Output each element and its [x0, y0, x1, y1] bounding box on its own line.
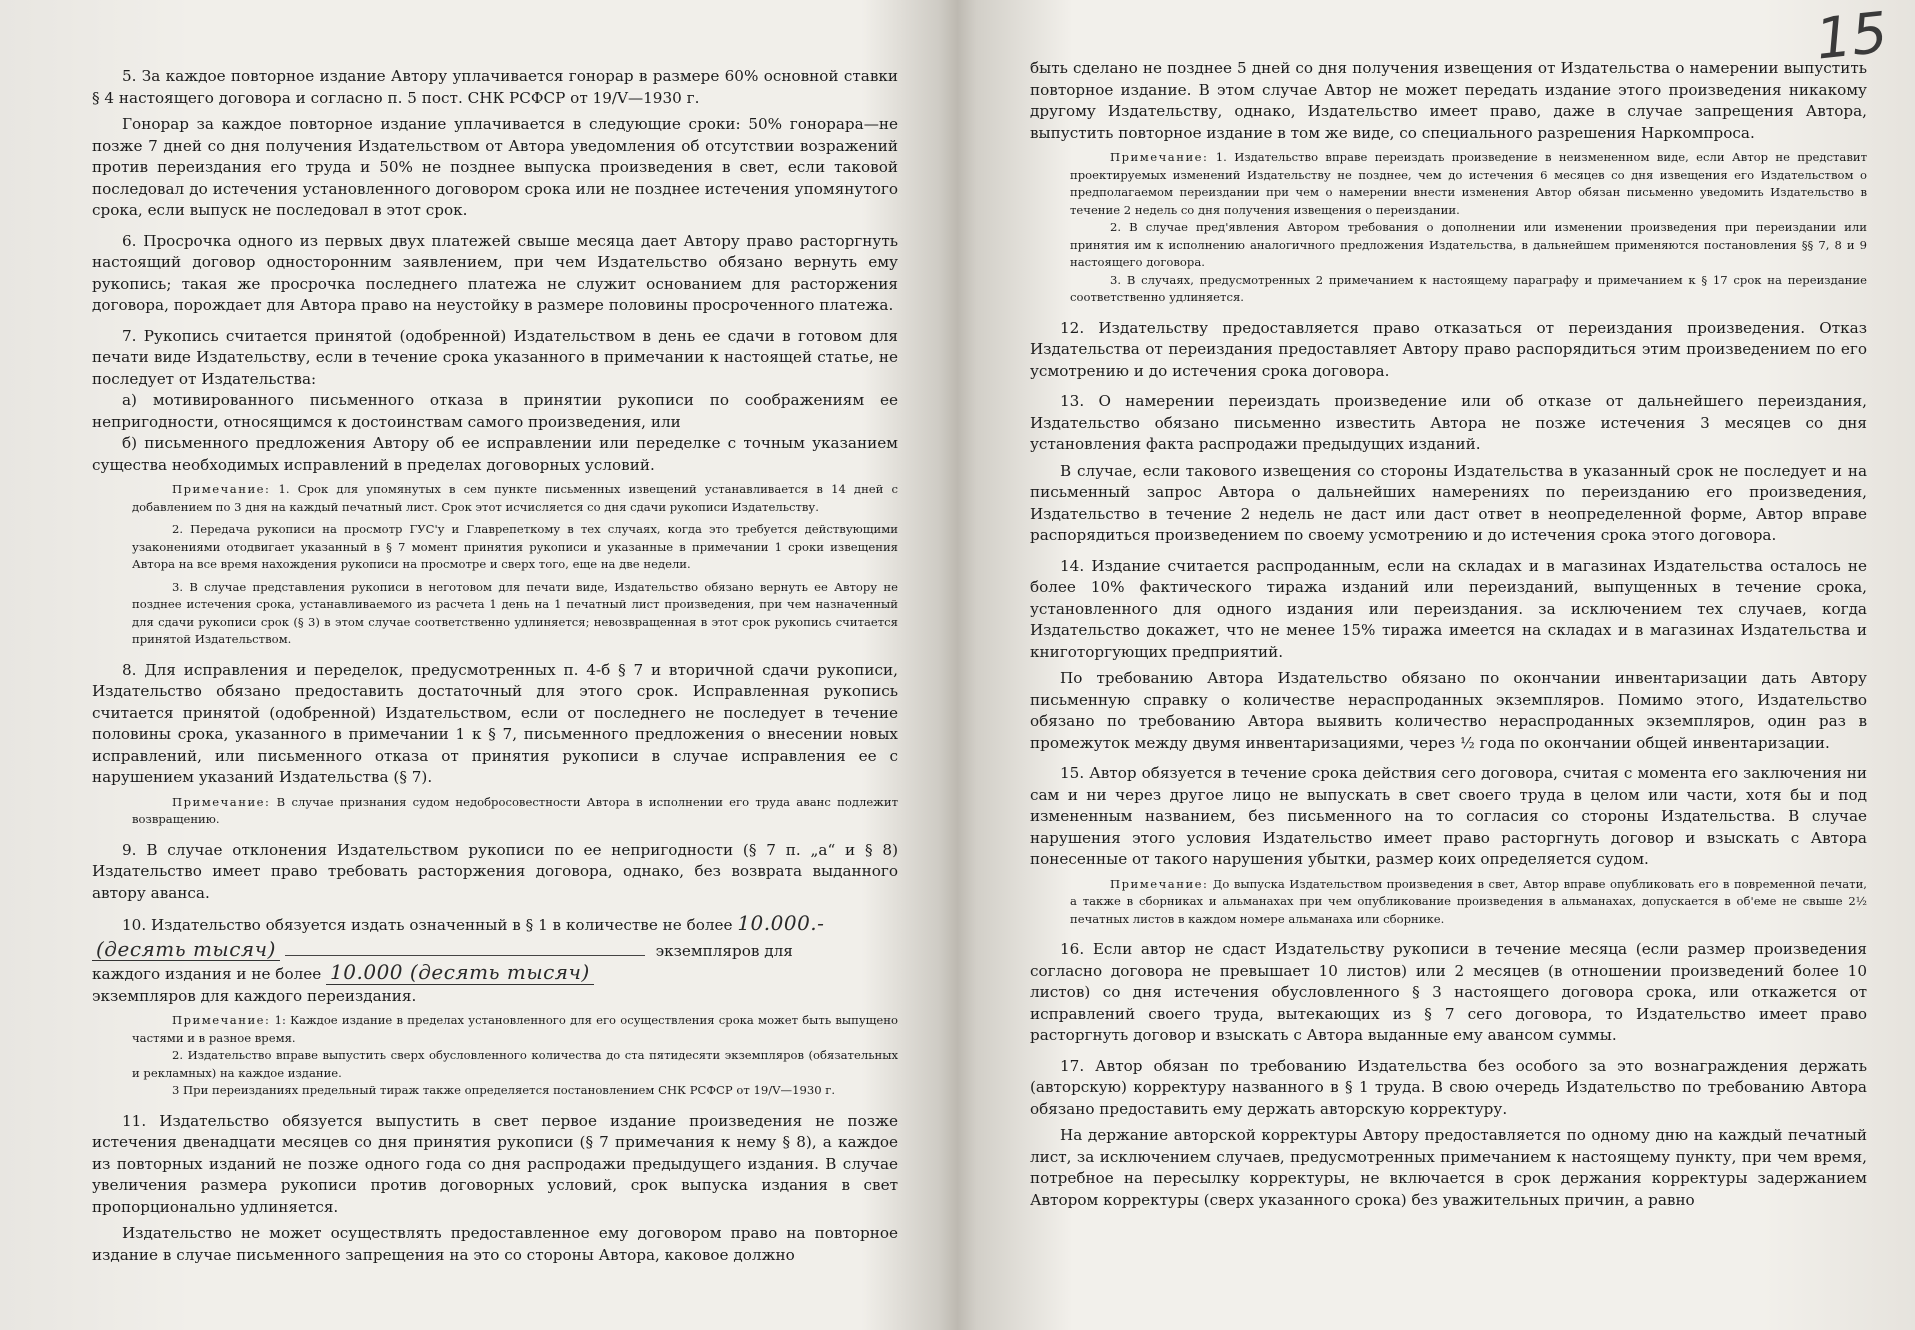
handwritten-quantity-2: 10.000 (десять тысяч)	[326, 962, 594, 985]
note-label: Примечание:	[172, 794, 271, 809]
note-text: До выпуска Издательством произведения в свет, Автор вправе опубликовать его в повременной печати, а также в сборниках и альманахах при чем опубликование произведения в альманахах, допускается в об'еме не свыше 2½ печатных листов в каждом номере альманаха или сборнике.	[1070, 876, 1867, 926]
clause-6: 6. Просрочка одного из первых двух платежей свыше месяца дает Автору право расторгнуть настоящий договор односторонним заявлением, при чем Издательство обязано вернуть ему рукопись; такая же просрочка последнего платежа не служит основанием для расторжения договора, порождает для Автора право на неустойку в размере половины просроченного платежа.	[92, 231, 898, 314]
right-page	[965, 0, 1915, 1330]
clause-11-note-1	[1070, 149, 1867, 219]
clause-15: 15. Автор обязуется в течение срока действия сего договора, считая с момента его заключения ни сам и ни через другое лицо не выпускать в свет своего труда в целом или части, хотя бы и под измененным названием, без письменного на то согласия со стороны Издательства. В случае нарушения этого условия Издательство имеет право расторгнуть договор и взыскать с Автора понесенные от такого нарушения убытки, размер коих определяется судом.	[1030, 764, 1867, 868]
clause-12: 12. Издательству предоставляется право отказаться от переиздания произведения. Отказ Издательства от переиздания предоставляет Автору право распорядиться этим произведением по его усмотрению и до истечения срока договора.	[1030, 318, 1867, 380]
clause-7-note-1	[132, 481, 898, 516]
clause-13: 13. О намерении переиздать произведение или об отказе от дальнейшего переиздания, Издательство обязано письменно известить Автора не позже истечения 3 месяцев со дня установления факта распродажи предыдущих изданий.	[1030, 392, 1867, 453]
clause-10-text-2: экземпляров для	[655, 941, 793, 960]
left-page	[0, 0, 950, 1330]
note-label: Примечание:	[172, 482, 271, 496]
clause-10-note-1	[132, 1012, 898, 1047]
clause-11-note-2: 2. В случае пред'явления Автором требования о дополнении или изменении произведения при переиздании или принятия им к исполнению аналогичного предложения Издательства, в дальнейшем применяются постановления §§ 7, 8 и 9 настоящего договора.	[1070, 220, 1867, 269]
clause-10	[92, 913, 898, 937]
note-text: В случае признания судом недобросовестности Автора в исполнении его труда аванс подлежит возвращению.	[132, 794, 898, 826]
note-text: 1. Издательство вправе переиздать произведение в неизмененном виде, если Автор не представит проектируемых изменений Издательству не позднее, чем до истечения 6 месяцев со дня извещения его Издательством о предполагаемом переиздании при чем о намерении внести изменения Автор обязан письменно уведомить Издательство в течение 2 недель со дня получения извещения о переиздании.	[1070, 150, 1867, 217]
clause-11-note-3: 3. В случаях, предусмотренных 2 примечанием к настоящему параграфу и примечанием к § 17 срок на переиздание соответственно удлиняется.	[1070, 272, 1867, 304]
note-label: Примечание:	[1110, 150, 1209, 164]
clause-17: 17. Автор обязан по требованию Издательства без особого за это вознаграждения держать (авторскую) корректуру названного в § 1 труда. В свою очередь Издательство по требованию Автора обязано предоставить ему держать авторскую корректуру.	[1030, 1056, 1867, 1118]
clause-10-note-2: 2. Издательство вправе выпустить сверх обусловленного количества до ста пятидесяти экземпляров (обязательных и рекламных) на каждое издание.	[132, 1048, 898, 1080]
clause-10-text-3: каждого издания и не более	[92, 965, 322, 983]
handwritten-page-number: 15	[1812, 0, 1891, 73]
note-text: 1. Срок для упомянутых в сем пункте письменных извещений устанавливается в 14 дней с добавлением по 3 дня на каждый печатный лист. Срок этот исчисляется со дня сдачи рукописи Издательству.	[132, 482, 898, 514]
clause-7: 7. Рукопись считается принятой (одобренной) Издательством в день ее сдачи в готовом для печати виде Издательству, если в течение срока указанного в примечании к настоящей статье, не последует от Издательства:	[92, 326, 898, 388]
clause-14: 14. Издание считается распроданным, если на складах и в магазинах Издательства осталось не более 10% фактического тиража изданий или переизданий, выпущенных в течение срока, установленного для одного издания или переиздания. за исключением тех случаев, когда Издательство докажет, что не менее 15% тиража имеется на складах и в магазинах Издательства и книготоргующих предприятий.	[1030, 556, 1867, 661]
clause-10-text: 10. Издательство обязуется издать означенный в § 1 в количестве не более	[122, 916, 733, 934]
clause-10-line-3	[92, 962, 898, 986]
clause-11-end: быть сделано не позднее 5 дней со дня получения извещения от Издательства о намерении выпустить повторное издание. В этом случае Автор не может передать издание этого произведения никакому другому Издательству, однако, Издательство имеет право, даже в случае запрещения Автора, выпустить повторное издание в том же виде, со специального разрешения Наркомпроса.	[1030, 59, 1867, 142]
clause-15-note	[1070, 876, 1867, 929]
clause-8: 8. Для исправления и переделок, предусмотренных п. 4-б § 7 и вторичной сдачи рукописи, Издательство обязано предоставить достаточный для этого срок. Исправленная рукопись считается принятой (одобренной) Издательством, если от последнего не последует в течение половины срока, указанного в примечании 1 к § 7, письменного предложения о внесении новых исправлений, или письменного отказа от принятия рукописи в случае исправления ее с нарушением указаний Издательства (§ 7).	[92, 660, 898, 786]
clause-7-item-a: а) мотивированного письменного отказа в принятии рукописи по соображениям ее непригодности, относящимся к достоинствам самого произведения, или	[92, 391, 898, 431]
handwritten-quantity-1: 10.000.-	[737, 911, 825, 935]
clause-11: 11. Издательство обязуется выпустить в свет первое издание произведения не позже истечения двенадцати месяцев со дня принятия рукописи (§ 7 примечания к нему § 8), а каждое из повторных изданий не позже одного года со дня распродажи предыдущего издания. В случае увеличения размера рукописи против договорных условий, срок выпуска издания в свет пропорционально удлиняется.	[92, 1111, 898, 1216]
clause-8-note	[132, 794, 898, 829]
fill-line	[285, 955, 645, 956]
clause-7-note-2: 2. Передача рукописи на просмотр ГУС'у и Главрепеткому в тех случаях, когда это требуется действующими узаконениями отодвигает указанный в § 7 момент принятия рукописи и указанные в примечании 1 сроки извещения Автора на все время нахождения рукописи на просмотре и сверх того, еще на две недели.	[132, 522, 898, 571]
clause-10-line-2	[92, 936, 898, 963]
clause-5: 5. За каждое повторное издание Автору уплачивается гонорар в размере 60% основной ставки § 4 настоящего договора и согласно п. 5 пост. СНК РСФСР от 19/V—1930 г.	[92, 67, 898, 107]
clause-13-continued: В случае, если такового извещения со стороны Издательства в указанный срок не последует и на письменный запрос Автора о дальнейших намерениях по переизданию его произведения, Издательство в течение 2 недель не даст или даст ответ в неопределенной форме, Автор вправе распорядиться произведением по своему усмотрению и до истечения срока этого договора.	[1030, 461, 1867, 544]
note-label: Примечание:	[1110, 876, 1209, 891]
clause-7-item-b: б) письменного предложения Автору об ее исправлении или переделке с точным указанием существа необходимых исправлений в пределах договорных условий.	[92, 434, 898, 474]
clause-14-continued: По требованию Автора Издательство обязано по окончании инвентаризации дать Автору письменную справку о количестве нераспроданных экземпляров. Помимо этого, Издательство обязано по требованию Автора выявить количество нераспроданных экземпляров, один раз в промежуток между двумя инвентаризациями, через ½ года по окончании общей инвентаризации.	[1030, 669, 1867, 752]
clause-9: 9. В случае отклонения Издательством рукописи по ее непригодности (§ 7 п. „а“ и § 8) Издательство имеет право требовать расторжения договора, однако, без возврата выданного автору аванса.	[92, 840, 898, 902]
clause-10-line-4: экземпляров для каждого переиздания.	[92, 986, 417, 1005]
clause-16: 16. Если автор не сдаст Издательству рукописи в течение месяца (если размер произведения согласно договора не превышает 10 листов) или 2 месяцев (в отношении произведений более 10 листов) со дня истечения обусловленного § 3 настоящего договора срока, или откажется от исправлений своего труда, вытекающих из § 7 сего договора, то Издательство имеет право расторгнуть договор и взыскать с Автора выданные ему авансом суммы.	[1030, 940, 1867, 1044]
clause-11-continued: Издательство не может осуществлять предоставленное ему договором право на повторное издание в случае письменного запрещения на это со стороны Автора, каковое должно	[92, 1224, 898, 1264]
note-text: 1: Каждое издание в пределах установленного для его осуществления срока может быть выпущено частями и в разное время.	[132, 1013, 898, 1045]
clause-17-continued: На держание авторской корректуры Автору предоставляется по одному дню на каждый печатный лист, за исключением случаев, предусмотренных примечанием к настоящему пункту, при чем время, потребное на пересылку корректуры, не включается в срок держания корректуры задержанием Автором корректуры (сверх указанного срока) без уважительных причин, а равно	[1030, 1126, 1867, 1209]
clause-5-payment-terms: Гонорар за каждое повторное издание уплачивается в следующие сроки: 50% гонорара—не позже 7 дней со дня получения Издательством от Автора уведомления об отсутствии возражений против переиздания его труда и 50% не позднее выпуска произведения в свет, если таковой последовал до истечения установленного договором срока или не позднее истечения упомянутого срока, если выпуск не последовал в этот срок.	[92, 115, 898, 219]
note-label: Примечание:	[172, 1013, 271, 1027]
clause-10-note-3: 3 При переизданиях предельный тираж также определяется постановлением СНК РСФСР от 19/V—1930 г.	[172, 1083, 836, 1097]
handwritten-quantity-words-1: (десять тысяч)	[92, 939, 280, 962]
clause-7-note-3: 3. В случае представления рукописи в неготовом для печати виде, Издательство обязано вернуть ее Автору не позднее истечения срока, устанавливаемого из расчета 1 день на 1 печатный лист произведения, при чем назначенный для сдачи рукописи срок (§ 3) в этом случае соответственно удлиняется; невозвращенная в этот срок рукопись считается принятой Издательством.	[132, 579, 898, 646]
